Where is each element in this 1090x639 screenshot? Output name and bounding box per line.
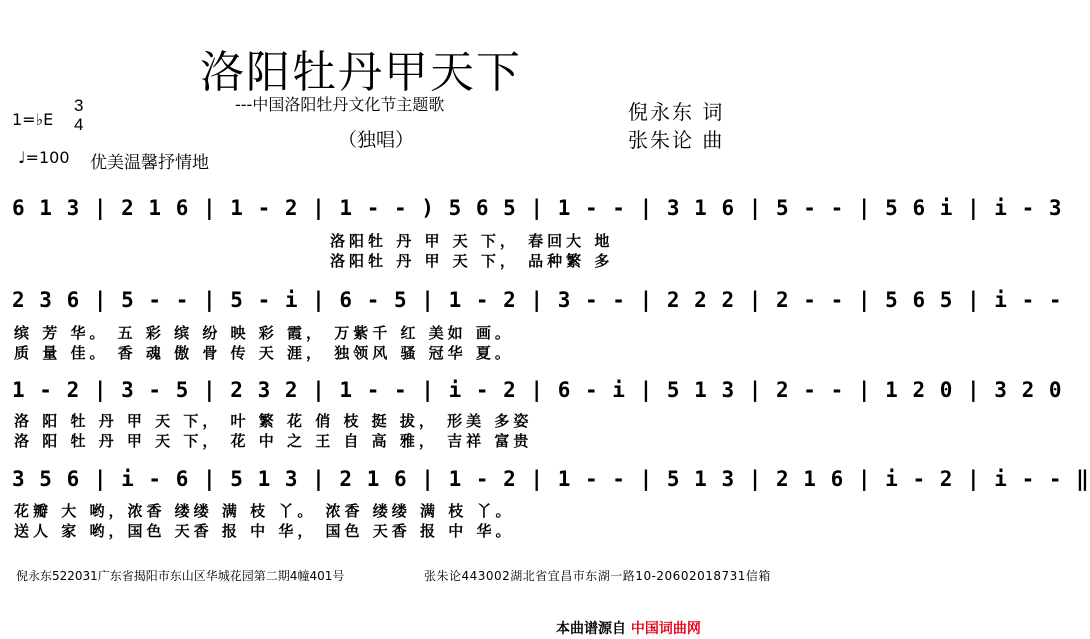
notation-line-4: 3 5 6 | i - 6 | 5 1 3 | 2 1 6 | 1 - 2 | 1 - - | 5 1 3 | 2 1 6 | i - 2 | i - - ‖: [12, 467, 1090, 491]
meter-bottom: 4: [74, 115, 84, 134]
lyric-line-1-verse-2: 洛阳牡 丹 甲 天 下， 品种繁 多: [330, 252, 614, 270]
notation-line-3: 1 - 2 | 3 - 5 | 2 3 2 | 1 - - | i - 2 | 6 - i | 5 1 3 | 2 - - | 1 2 0 | 3 2 0: [12, 378, 1063, 402]
lyric-line-3-verse-1: 洛 阳 牡 丹 甲 天 下， 叶 繁 花 俏 枝 挺 拔， 形美 多姿: [14, 412, 533, 430]
expression-marking: 优美温馨抒情地: [90, 153, 209, 173]
composer-credit: 张朱论 曲: [628, 128, 725, 152]
lyricist-credit: 倪永东 词: [628, 100, 725, 124]
tempo-marking: ♩=100: [18, 148, 70, 167]
source-site-link[interactable]: 中国词曲网: [630, 621, 701, 637]
song-title: 洛阳牡丹甲天下: [200, 47, 522, 98]
composer-address: 张朱论443002湖北省宜昌市东湖一路10-20602018731信箱: [424, 569, 771, 583]
lyric-line-2-verse-2: 质 量 佳。 香 魂 傲 骨 传 天 涯， 独领风 骚 冠华 夏。: [14, 344, 514, 362]
key-signature: 1=♭E: [12, 110, 54, 129]
lyricist-address: 倪永东522031广东省揭阳市东山区华城花园第二期4幢401号: [16, 569, 345, 583]
lyric-line-1-verse-1: 洛阳牡 丹 甲 天 下， 春回大 地: [330, 232, 614, 250]
lyric-line-4-verse-2: 送人 家 哟，国色 天香 报 中 华， 国色 天香 报 中 华。: [14, 522, 515, 540]
lyric-line-2-verse-1: 缤 芳 华。 五 彩 缤 纷 映 彩 霞， 万紫千 红 美如 画。: [14, 324, 514, 342]
performance-type: （独唱）: [338, 129, 415, 151]
notation-line-1: 6 1 3 | 2 1 6 | 1 - 2 | 1 - - ) 5 6 5 | 1 - - | 3 1 6 | 5 - - | 5 6 i | i - 3: [12, 196, 1063, 220]
source-credit: [556, 618, 701, 638]
meter-top: 3: [74, 96, 84, 115]
notation-line-2: 2 3 6 | 5 - - | 5 - i | 6 - 5 | 1 - 2 | 3 - - | 2 2 2 | 2 - - | 5 6 5 | i - -: [12, 288, 1063, 312]
time-signature: [74, 96, 83, 134]
source-label: 本曲谱源自: [556, 621, 626, 637]
lyric-line-4-verse-1: 花瓣 大 哟，浓香 缕缕 满 枝 丫。 浓香 缕缕 满 枝 丫。: [14, 502, 515, 520]
lyric-line-3-verse-2: 洛 阳 牡 丹 甲 天 下， 花 中 之 王 自 高 雅， 吉祥 富贵: [14, 432, 533, 450]
song-subtitle: ---中国洛阳牡丹文化节主题歌: [235, 95, 445, 114]
